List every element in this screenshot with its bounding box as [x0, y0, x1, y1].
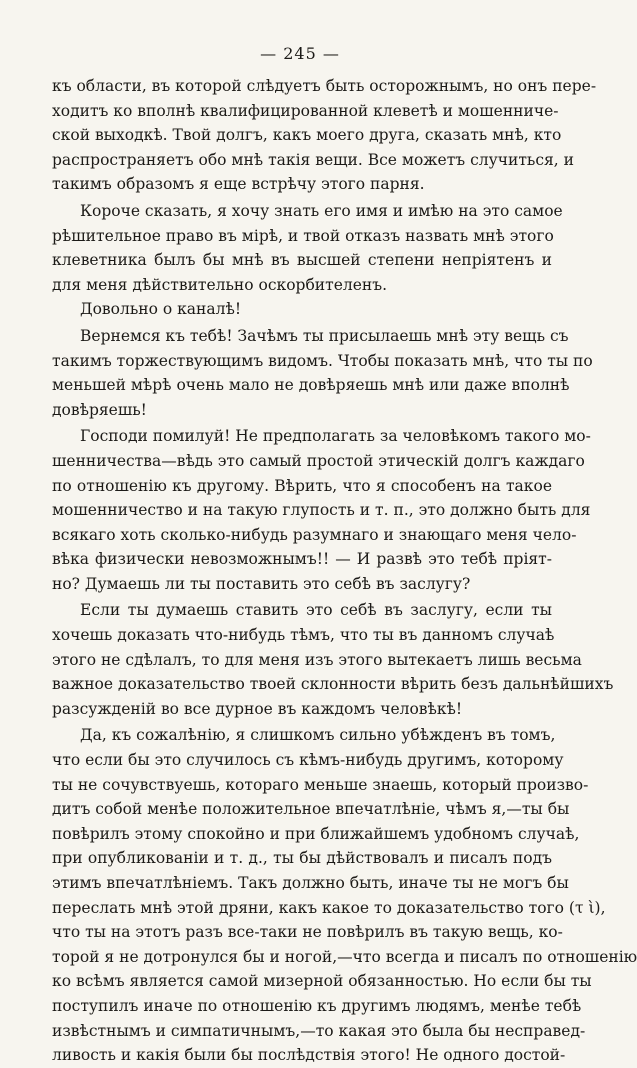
text-line: что ты на этотъ разъ все-таки не повѣрилъ въ такую вещь, ко-: [52, 923, 563, 942]
text-line: ливость и какія были бы послѣдствія этого! Не одного достой-: [52, 1046, 566, 1065]
page-body-text: [52, 74, 637, 1068]
text-line: разсужденій во все дурное въ каждомъ человѣкѣ!: [52, 699, 463, 718]
text-line: по отношенію къ другому. Вѣрить, что я способенъ на такое: [52, 476, 552, 495]
text-line: торой я не дотронулся бы и ногой,—что всегда и писалъ по отношенію: [52, 947, 637, 966]
text-line: поступилъ иначе по отношенію къ другимъ людямъ, менѣе тебѣ: [52, 996, 582, 1015]
text-line: къ области, въ которой слѣдуетъ быть осторожнымъ, но онъ пере-: [52, 77, 597, 95]
text-line: ской выходкѣ. Твой долгъ, какъ моего друга, сказать мнѣ, кто: [52, 126, 562, 145]
text-line: при опубликованіи и т. д., ты бы дѣйствовалъ и писалъ подъ: [52, 849, 552, 868]
text-line: довѣряешь!: [52, 400, 147, 419]
text-line: Господи помилуй! Не предполагать за человѣкомъ такого мо-: [80, 427, 591, 446]
text-line: мошенничество и на такую глупость и т. п., это должно быть для: [52, 501, 591, 520]
text-line: повѣрилъ этому спокойно и при ближайшемъ удобномъ случаѣ,: [52, 824, 580, 843]
text-line: этимъ впечатлѣніемъ. Такъ должно быть, иначе ты не могъ бы: [52, 874, 569, 892]
text-line: клеветника былъ бы мнѣ въ высшей степени непріятенъ и: [52, 251, 552, 270]
page-number: — 245 —: [260, 44, 340, 63]
text-line: шенничества—вѣдь это самый простой этическій долгъ каждаго: [52, 451, 585, 470]
text-line: Довольно о каналѣ!: [80, 300, 242, 319]
text-line: Если ты думаешь ставить это себѣ въ заслугу, если ты: [80, 601, 552, 620]
text-line: ты не сочувствуешь, котораго меньше знаешь, который произво-: [52, 775, 589, 794]
text-line: извѣстнымъ и симпатичнымъ,—то какая это была бы несправед-: [52, 1021, 586, 1040]
text-line: Короче сказать, я хочу знать его имя и имѣю на это самое: [80, 201, 563, 220]
text-line: хочешь доказать что-нибудь тѣмъ, что ты въ данномъ случаѣ: [52, 626, 555, 645]
text-line: важное доказательство твоей склонности вѣрить безъ дальнѣйшихъ: [52, 675, 614, 694]
text-line: дитъ собой менѣе положительное впечатлѣніе, чѣмъ я,—ты бы: [52, 800, 570, 819]
text-line: для меня дѣйствительно оскорбителенъ.: [52, 275, 388, 294]
text-line: ходитъ ко вполнѣ квалифицированной клеветѣ и мошенниче-: [52, 101, 559, 120]
text-line: переслать мнѣ этой дряни, какъ какое то доказательство того (τ ὶ),: [52, 898, 606, 917]
text-line: такимъ образомъ я еще встрѣчу этого парня.: [52, 175, 425, 194]
text-line: рѣшительное право въ мірѣ, и твой отказъ назвать мнѣ этого: [52, 226, 554, 245]
text-line: Вернемся къ тебѣ! Зачѣмъ ты присылаешь мнѣ эту вещь съ: [80, 326, 569, 345]
text-line: ко всѣмъ является самой мизерной обязанностью. Но если бы ты: [52, 972, 592, 991]
text-line: Да, къ сожалѣнію, я слишкомъ сильно убѣжденъ въ томъ,: [80, 726, 556, 745]
text-line: всякаго хоть сколько-нибудь разумнаго и знающаго меня чело-: [52, 525, 577, 544]
text-line: этого не сдѣлалъ, то для меня изъ этого вытекаетъ лишь весьма: [52, 650, 582, 669]
text-line: но? Думаешь ли ты поставить это себѣ въ заслугу?: [52, 574, 471, 593]
text-line: такимъ торжествующимъ видомъ. Чтобы показать мнѣ, что ты по: [52, 351, 593, 370]
text-line: распространяетъ обо мнѣ такія вещи. Все можетъ случиться, и: [52, 150, 574, 169]
text-line: меньшей мѣрѣ очень мало не довѣряешь мнѣ или даже вполнѣ: [52, 376, 570, 395]
text-line: вѣка физически невозможнымъ!! — И развѣ это тебѣ пріят-: [52, 550, 552, 569]
text-line: что если бы это случилось съ кѣмъ-нибудь другимъ, которому: [52, 751, 564, 770]
